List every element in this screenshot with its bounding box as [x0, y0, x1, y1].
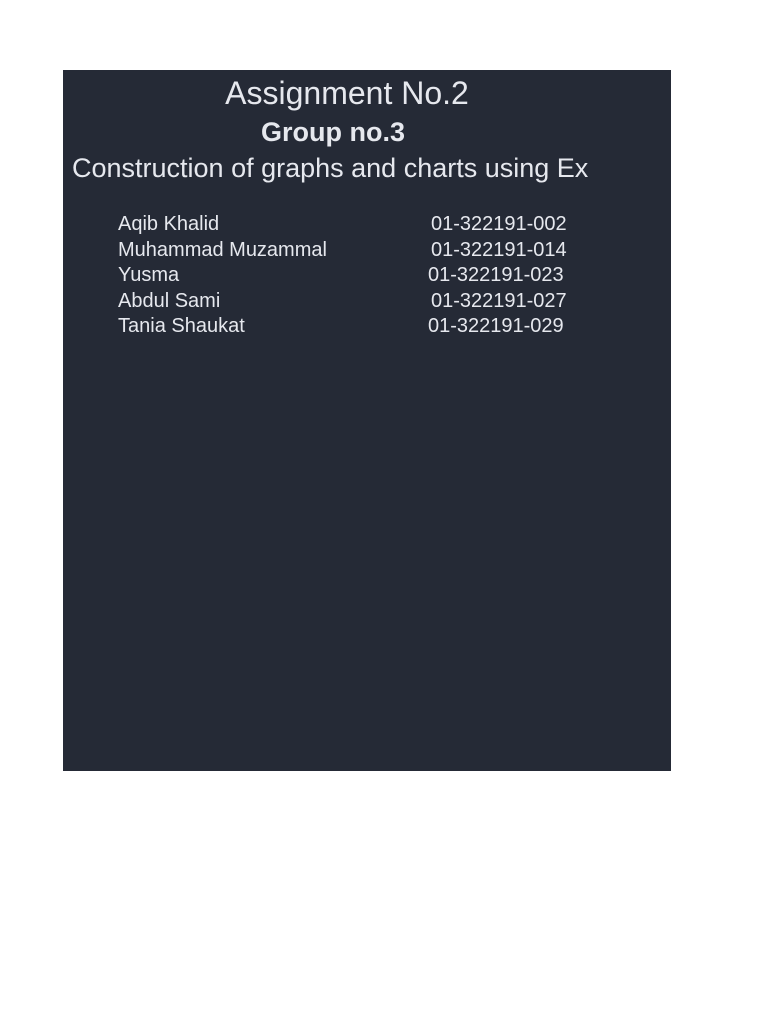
member-id: 01-322191-023	[428, 264, 564, 286]
slide-title: Assignment No.2	[225, 75, 469, 111]
member-id: 01-322191-027	[431, 289, 567, 312]
member-list	[118, 212, 638, 340]
member-row	[118, 238, 638, 264]
member-id: 01-322191-002	[431, 213, 567, 235]
member-id: 01-322191-014	[431, 238, 567, 261]
member-name: Tania Shaukat	[118, 315, 245, 337]
slide-subtitle: Group no.3	[261, 117, 405, 147]
member-row	[118, 314, 638, 340]
member-name: Muhammad Muzammal	[118, 238, 327, 261]
title-slide	[63, 70, 671, 771]
member-name: Yusma	[118, 264, 180, 286]
member-id: 01-322191-029	[428, 315, 564, 337]
member-row	[118, 212, 638, 238]
member-row	[118, 289, 638, 315]
member-name: Aqib Khalid	[118, 213, 220, 235]
slide-topic: Construction of graphs and charts using Ex	[72, 153, 589, 183]
member-name: Abdul Sami	[118, 289, 221, 312]
member-row	[118, 263, 638, 289]
